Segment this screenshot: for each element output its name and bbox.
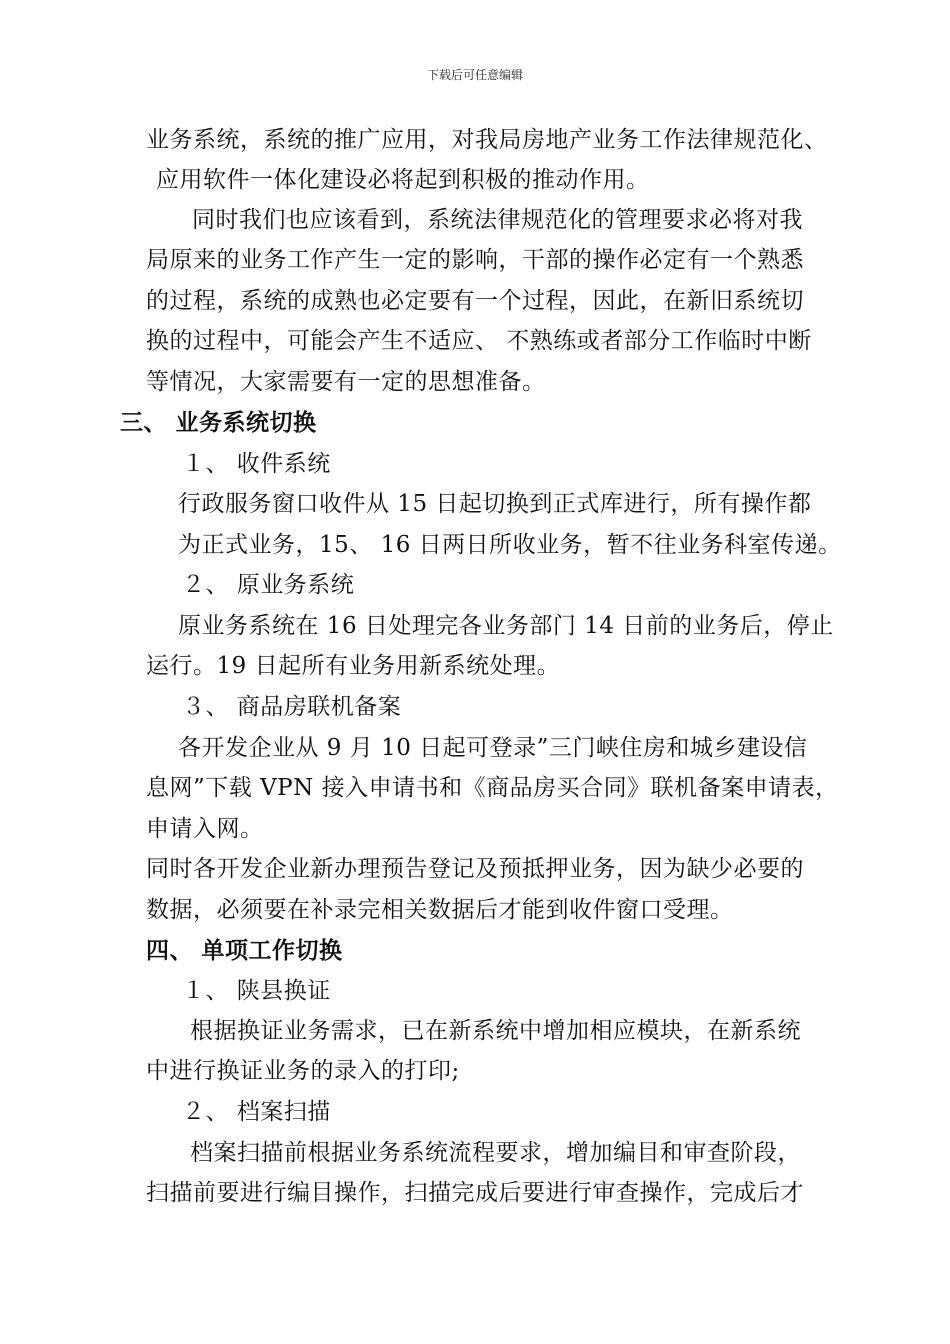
body-line: 业务系统，系统的推广应用，对我局房地产业务工作法律规范化、: [146, 127, 828, 153]
body-line: 息网”下载 VPN 接入申请书和《商品房买合同》联机备案申请表，: [146, 775, 839, 801]
subheading-archive-scan: ２、 档案扫描: [182, 1099, 331, 1125]
body-line: 扫描前要进行编目操作，扫描完成后要进行审查操作，完成后才: [146, 1180, 804, 1206]
header-note: 下载后可任意编辑: [426, 68, 523, 82]
body-line: 等情况，大家需要有一定的思想准备。: [146, 369, 546, 395]
section-heading-3: 三、 业务系统切换: [120, 409, 317, 436]
section-heading-4: 四、 单项工作切换: [146, 937, 343, 964]
subheading-shanxian-certificate: １、 陕县换证: [182, 978, 331, 1004]
body-line: 原业务系统在 16 日处理完各业务部门 14 日前的业务后，停止: [178, 613, 834, 639]
body-line: 换的过程中，可能会产生不适应、 不熟练或者部分工作临时中断: [146, 328, 812, 354]
body-line: 中进行换证业务的录入的打印;: [146, 1058, 460, 1084]
subheading-online-filing: ３、 商品房联机备案: [182, 694, 402, 720]
body-line: 申请入网。: [146, 816, 264, 842]
body-line: 同时我们也应该看到，系统法律规范化的管理要求必将对我: [192, 207, 803, 233]
body-line: 局原来的业务工作产生一定的影响，干部的操作必定有一个熟悉: [146, 247, 804, 273]
body-line: 行政服务窗口收件从 15 日起切换到正式库进行，所有操作都: [178, 491, 812, 517]
body-line: 根据换证业务需求，已在新系统中增加相应模块，在新系统: [190, 1018, 801, 1044]
body-line: 运行。19 日起所有业务用新系统处理。: [146, 653, 561, 679]
body-line: 同时各开发企业新办理预告登记及预抵押业务，因为缺少必要的: [146, 856, 804, 882]
body-line: 应用软件一体化建设必将起到积极的推动作用。: [156, 167, 650, 193]
body-line: 为正式业务，15、 16 日两日所收业务，暂不往业务科室传递。: [178, 532, 842, 558]
body-line: 数据，必须要在补录完相关数据后才能到收件窗口受理。: [146, 897, 734, 923]
subheading-original-system: ２、 原业务系统: [182, 572, 355, 598]
body-line: 档案扫描前根据业务系统流程要求，增加编目和审查阶段，: [190, 1140, 801, 1166]
subheading-receive-system: １、 收件系统: [182, 451, 331, 477]
body-line: 的过程，系统的成熟也必定要有一个过程，因此，在新旧系统切: [146, 288, 804, 314]
body-line: 各开发企业从 9 月 10 日起可登录”三门峡住房和城乡建设信: [178, 735, 808, 761]
